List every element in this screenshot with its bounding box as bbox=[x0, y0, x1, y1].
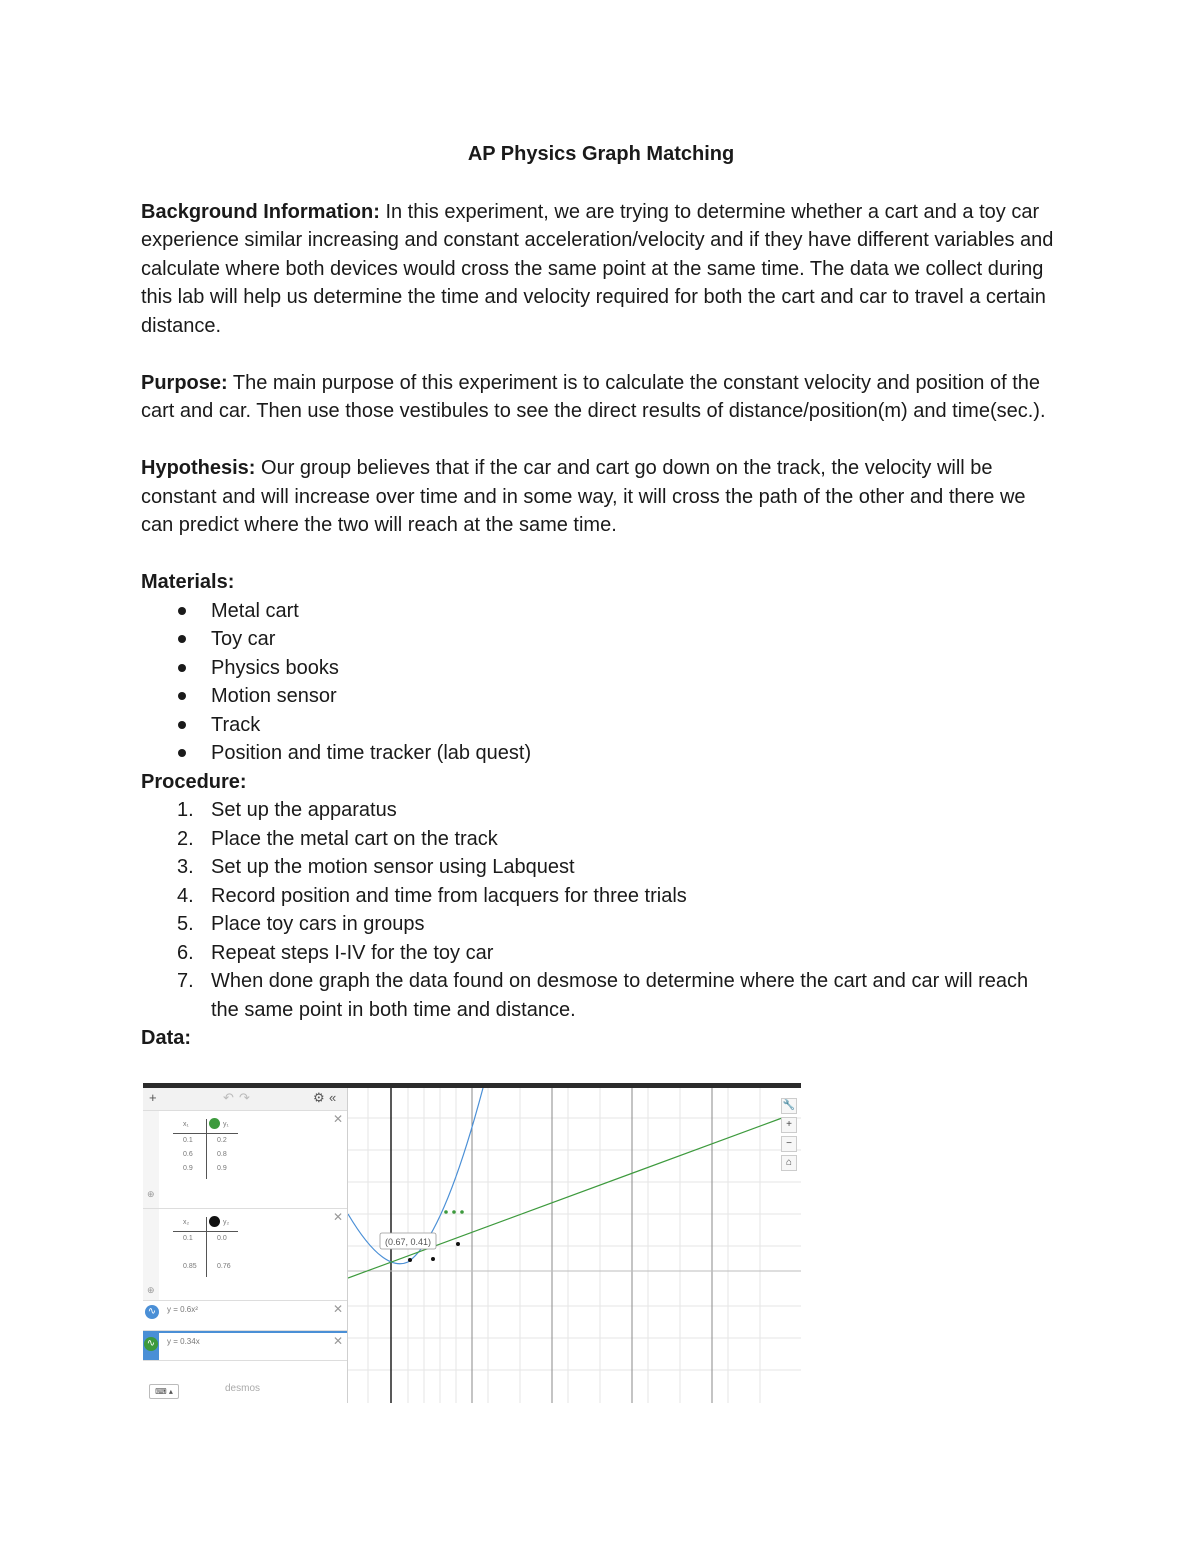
collapse-icon[interactable]: « bbox=[329, 1090, 337, 1105]
linear-trendline[interactable] bbox=[348, 1118, 782, 1278]
table-cell[interactable]: 0.6 bbox=[183, 1151, 193, 1158]
step-text: Place the metal cart on the track bbox=[211, 827, 498, 850]
list-item bbox=[141, 654, 1061, 683]
table-cell[interactable]: 0.1 bbox=[183, 1137, 193, 1144]
step-text: Set up the apparatus bbox=[211, 799, 397, 821]
hypothesis-text: Our group believes that if the car and cart go down on the track, the velocity will be constant and will increase over time and in some way, it will cross the path of the other and there we can predict where the two will reach at the same time. bbox=[141, 457, 1026, 536]
table-cell[interactable]: 0.76 bbox=[217, 1263, 231, 1270]
material-item: Toy car bbox=[211, 628, 276, 650]
step-number: 7. bbox=[177, 970, 194, 992]
hypothesis-label: Hypothesis: bbox=[141, 457, 256, 479]
list-item bbox=[141, 682, 1061, 711]
undo-button[interactable]: ↶ bbox=[223, 1090, 234, 1105]
materials-list bbox=[141, 597, 1061, 768]
background-label: Background Information: bbox=[141, 200, 380, 223]
bullet-icon bbox=[178, 635, 186, 643]
graph-canvas[interactable] bbox=[348, 1088, 801, 1403]
data-point[interactable] bbox=[460, 1210, 464, 1214]
procedure-heading: Procedure: bbox=[141, 770, 247, 793]
purpose-label: Purpose: bbox=[141, 371, 228, 394]
close-icon[interactable]: ✕ bbox=[332, 1112, 343, 1126]
table-divider bbox=[173, 1133, 238, 1134]
data-point[interactable] bbox=[444, 1210, 448, 1214]
bullet-icon bbox=[178, 692, 186, 700]
step-text: Place toy cars in groups bbox=[211, 913, 425, 935]
list-item bbox=[141, 825, 1061, 854]
zoom-out-button[interactable]: − bbox=[781, 1136, 797, 1152]
zoom-icon[interactable]: ⊕ bbox=[147, 1285, 155, 1295]
expression-text[interactable]: y = 0.6x² bbox=[167, 1305, 198, 1314]
step-number: 1. bbox=[177, 799, 194, 821]
bullet-icon bbox=[178, 749, 186, 757]
function-expression-2[interactable] bbox=[143, 1331, 347, 1361]
step-number: 2. bbox=[177, 827, 194, 850]
step-text: Set up the motion sensor using Labquest bbox=[211, 856, 575, 878]
bullet-icon bbox=[178, 721, 186, 729]
table-cell[interactable]: 0.0 bbox=[217, 1235, 227, 1242]
table-cell[interactable]: 0.9 bbox=[217, 1165, 227, 1172]
panel-footer bbox=[143, 1380, 347, 1403]
table-expression-2[interactable] bbox=[143, 1209, 347, 1301]
list-item bbox=[141, 796, 1061, 825]
wave-icon[interactable]: ∿ bbox=[145, 1305, 159, 1319]
data-point[interactable] bbox=[408, 1258, 412, 1262]
purpose-text: The main purpose of this experiment is to calculate the constant velocity and position of the cart and car. Then use those vestibules to see the direct results of distance/position(m) and time(sec.). bbox=[141, 371, 1046, 422]
powered-by-desmos-logo: desmos bbox=[225, 1383, 261, 1394]
table-cell[interactable]: 0.9 bbox=[183, 1165, 193, 1172]
list-item bbox=[141, 739, 1061, 768]
data-heading: Data: bbox=[141, 1027, 192, 1049]
list-item bbox=[141, 939, 1061, 968]
document-page bbox=[141, 140, 1061, 1053]
close-icon[interactable]: ✕ bbox=[332, 1334, 343, 1348]
table-divider bbox=[206, 1119, 207, 1179]
step-text: Repeat steps I-IV for the toy car bbox=[211, 941, 494, 964]
bullet-icon bbox=[178, 607, 186, 615]
step-text: When done graph the data found on desmose to determine where the cart and car will reach the same point in both time and distance. bbox=[211, 970, 1029, 1021]
table-cell[interactable]: 0.2 bbox=[217, 1137, 227, 1144]
step-number: 5. bbox=[177, 913, 194, 935]
list-item bbox=[141, 853, 1061, 882]
zoom-controls bbox=[781, 1098, 797, 1174]
step-number: 6. bbox=[177, 941, 194, 964]
material-item: Motion sensor bbox=[211, 685, 337, 707]
table-header: x₂ bbox=[183, 1219, 190, 1226]
page-title: AP Physics Graph Matching bbox=[467, 143, 735, 165]
desmos-graph-screenshot bbox=[143, 1083, 801, 1403]
data-point[interactable] bbox=[452, 1210, 456, 1214]
home-icon[interactable]: ⌂ bbox=[781, 1155, 797, 1171]
list-item bbox=[141, 910, 1061, 939]
wave-icon[interactable]: ∿ bbox=[144, 1337, 158, 1351]
table-cell[interactable]: 0.1 bbox=[183, 1235, 193, 1242]
series-color-icon[interactable] bbox=[209, 1216, 220, 1227]
wrench-icon[interactable]: 🔧 bbox=[781, 1098, 797, 1114]
purpose-paragraph bbox=[141, 369, 1061, 426]
close-icon[interactable]: ✕ bbox=[332, 1302, 343, 1316]
table-cell[interactable]: 0.8 bbox=[217, 1151, 227, 1158]
data-point[interactable] bbox=[431, 1257, 435, 1261]
material-item: Track bbox=[211, 713, 261, 736]
table-header: y₂ bbox=[223, 1219, 230, 1226]
point-label: (0.67, 0.41) bbox=[385, 1237, 432, 1247]
table-header: y₁ bbox=[223, 1121, 229, 1128]
expression-toolbar bbox=[143, 1088, 347, 1111]
list-item bbox=[141, 967, 1061, 1024]
step-text: Record position and time from lacquers for three trials bbox=[211, 884, 687, 907]
table-header: x₁ bbox=[183, 1121, 189, 1128]
step-number: 3. bbox=[177, 856, 194, 878]
zoom-in-button[interactable]: + bbox=[781, 1117, 797, 1133]
procedure-list bbox=[141, 796, 1061, 1024]
active-tab-indicator bbox=[218, 1083, 264, 1086]
redo-button[interactable]: ↷ bbox=[239, 1090, 250, 1105]
series-color-icon[interactable] bbox=[209, 1118, 220, 1129]
close-icon[interactable]: ✕ bbox=[332, 1210, 343, 1224]
zoom-icon[interactable]: ⊕ bbox=[147, 1189, 155, 1199]
add-expression-button[interactable]: + bbox=[149, 1090, 157, 1105]
table-cell[interactable]: 0.85 bbox=[183, 1263, 197, 1270]
expression-text[interactable]: y = 0.34x bbox=[167, 1337, 200, 1346]
data-point[interactable] bbox=[456, 1242, 460, 1246]
material-item: Position and time tracker (lab quest) bbox=[211, 742, 532, 764]
list-item bbox=[141, 597, 1061, 626]
list-item bbox=[141, 625, 1061, 654]
material-item: Physics books bbox=[211, 656, 339, 679]
table-divider bbox=[173, 1231, 238, 1232]
gear-icon[interactable]: ⚙ bbox=[313, 1090, 325, 1105]
function-expression-1[interactable] bbox=[143, 1301, 347, 1331]
expression-panel bbox=[143, 1088, 348, 1403]
background-paragraph bbox=[141, 198, 1061, 341]
background-text: In this experiment, we are trying to determine whether a cart and a toy car experience similar increasing and constant acceleration/velocity and if they have different variables and calculate where both devices would cross the same point at the same time. The data we collect during this lab will help us determine the time and velocity required for both the cart and car to travel a certain distance. bbox=[141, 200, 1054, 337]
materials-heading: Materials: bbox=[141, 571, 235, 593]
table-divider bbox=[206, 1217, 207, 1277]
hypothesis-paragraph bbox=[141, 454, 1061, 540]
material-item: Metal cart bbox=[211, 599, 299, 622]
table-expression-1[interactable] bbox=[143, 1111, 347, 1209]
keyboard-icon[interactable]: ⌨ ▴ bbox=[149, 1384, 179, 1399]
bullet-icon bbox=[178, 664, 186, 672]
list-item bbox=[141, 711, 1061, 740]
list-item bbox=[141, 882, 1061, 911]
step-number: 4. bbox=[177, 884, 194, 907]
